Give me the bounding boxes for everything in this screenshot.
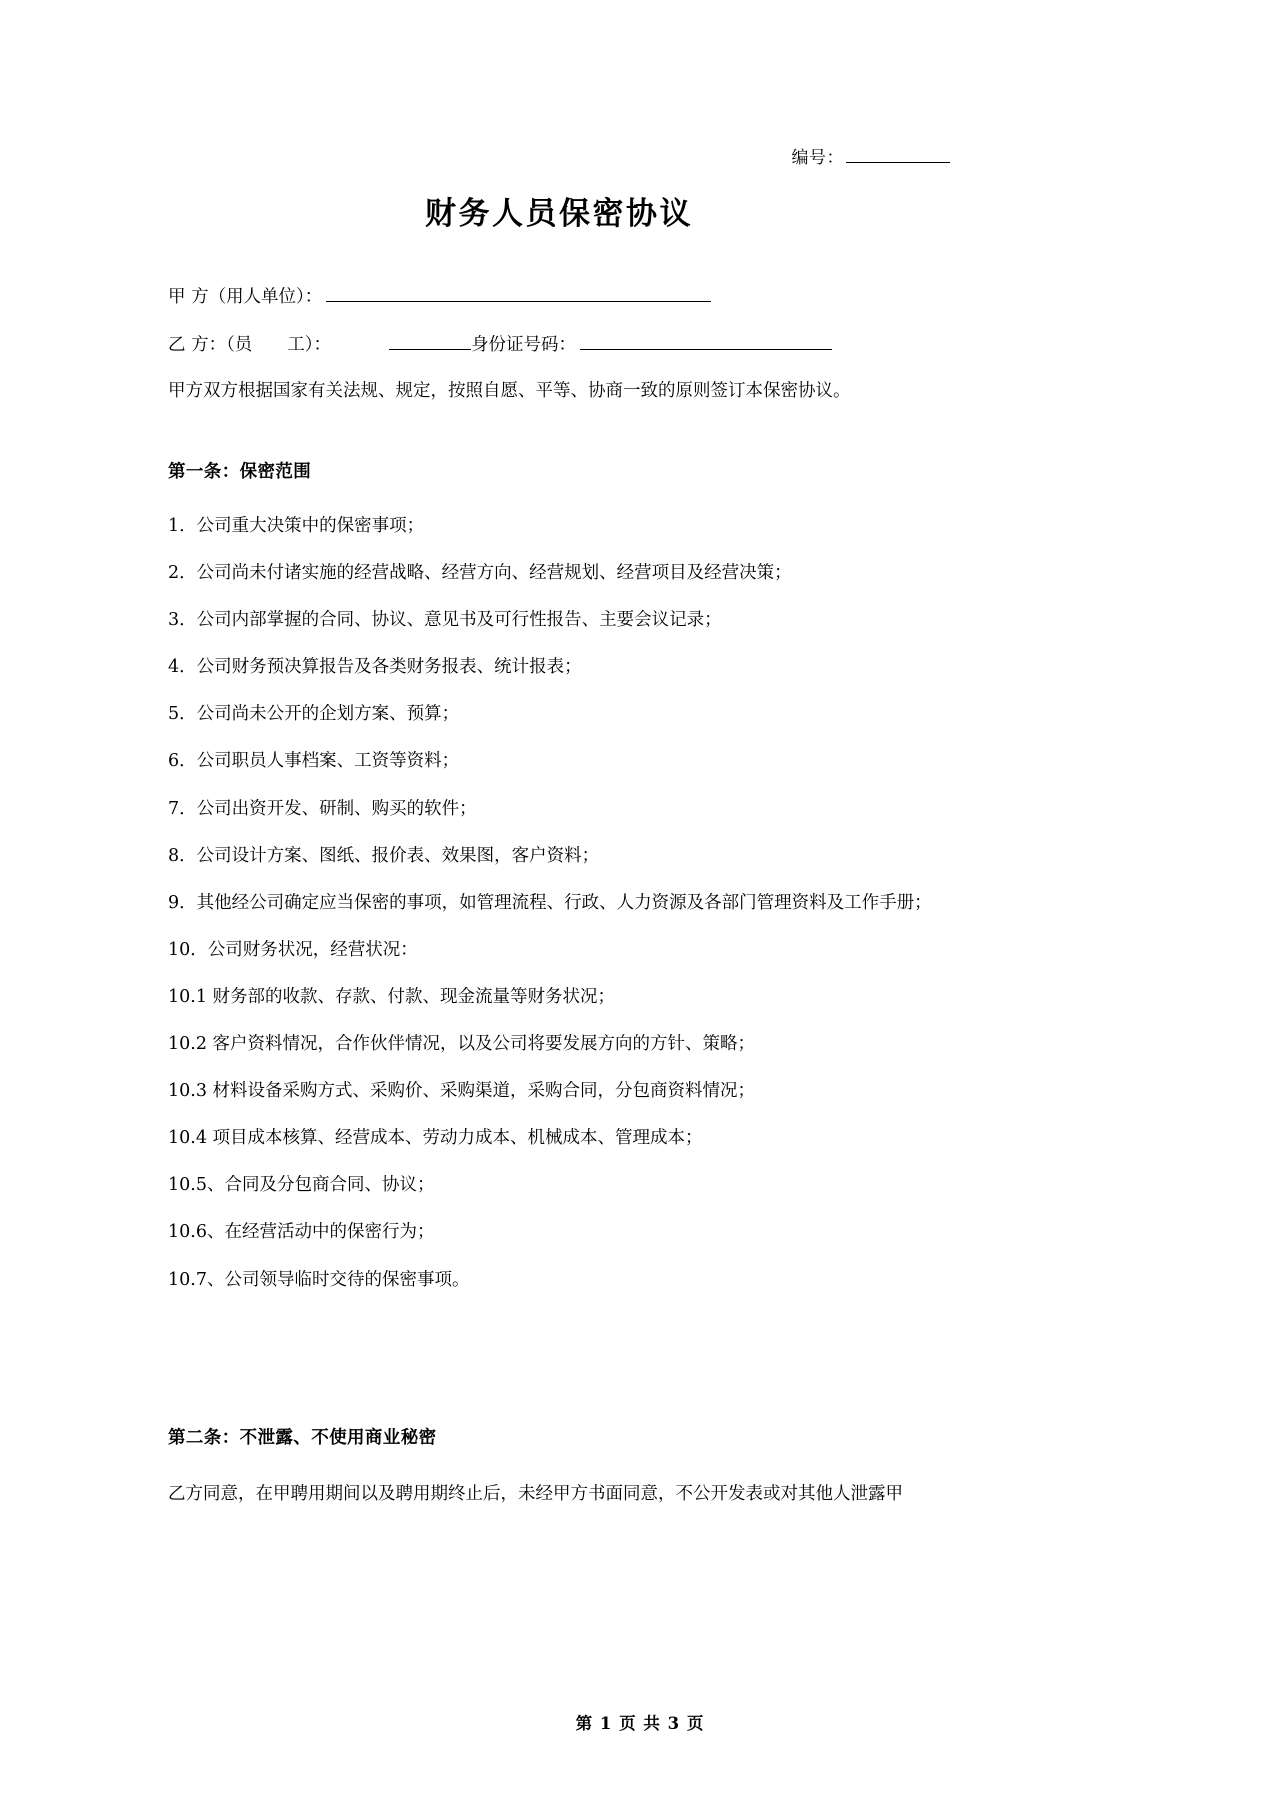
list-item: 10.6、在经营活动中的保密行为； [168,1222,435,1243]
section-two-paragraph: 乙方同意，在甲聘用期间以及聘用期终止后，未经甲方书面同意，不公开发表或对其他人泄露甲 [168,1484,903,1504]
party-a-label: 甲 方（用人单位）： [168,287,323,307]
section-one-heading: 第一条：保密范围 [168,462,312,482]
document-number-label: 编号： [791,148,844,168]
party-b-label: 乙 方：（员 工）： [168,335,332,355]
list-item: 2．公司尚未付诸实施的经营战略、经营方向、经营规划、经营项目及经营决策； [168,563,792,584]
list-item: 10.4 项目成本核算、经营成本、劳动力成本、机械成本、管理成本； [168,1128,703,1149]
section-two [168,1424,958,1509]
list-item: 10.5、合同及分包商合同、协议； [168,1175,435,1196]
section-two-heading: 第二条：不泄露、不使用商业秘密 [168,1428,437,1448]
list-item: 3．公司内部掌握的合同、协议、意见书及可行性报告、主要会议记录； [168,610,722,631]
list-item: 1．公司重大决策中的保密事项； [168,516,425,536]
id-number-input-blank[interactable] [580,332,832,351]
list-item: 7．公司出资开发、研制、购买的软件； [168,798,477,819]
list-item: 10.2 客户资料情况，合作伙伴情况，以及公司将要发展方向的方针、策略； [168,1034,756,1055]
list-item: 5．公司尚未公开的企划方案、预算； [168,704,460,725]
list-item: 9．其他经公司确定应当保密的事项，如管理流程、行政、人力资源及各部门管理资料及工作手册； [168,892,932,913]
parties-block [168,283,950,379]
list-item: 8．公司设计方案、图纸、报价表、效果图，客户资料； [168,845,600,866]
list-item: 6．公司职员人事档案、工资等资料； [168,751,460,772]
party-b-row [168,331,950,356]
document-number-blank[interactable] [846,145,950,163]
party-a-input-blank[interactable] [326,284,711,303]
list-item: 10．公司财务状况，经营状况： [168,939,418,960]
list-item: 10.1 财务部的收款、存款、付款、现金流量等财务状况； [168,986,616,1007]
page-title: 财务人员保密协议 [425,196,693,232]
party-a-row [168,283,950,308]
section-one [168,458,958,1312]
list-item: 10.3 材料设备采购方式、采购价、采购渠道，采购合同，分包商资料情况； [168,1081,756,1102]
intro-paragraph: 甲方双方根据国家有关法规、规定，按照自愿、平等、协商一致的原则签订本保密协议。 [168,381,851,401]
list-item: 10.7、公司领导临时交待的保密事项。 [168,1269,470,1290]
list-item: 4．公司财务预决算报告及各类财务报表、统计报表； [168,657,582,678]
document-number-row [792,143,951,168]
id-number-label: 身份证号码： [471,335,577,355]
party-b-input-blank[interactable] [389,332,471,351]
page-footer: 第 1 页 共 3 页 [575,1714,705,1733]
section-one-clause-list [168,511,958,1295]
